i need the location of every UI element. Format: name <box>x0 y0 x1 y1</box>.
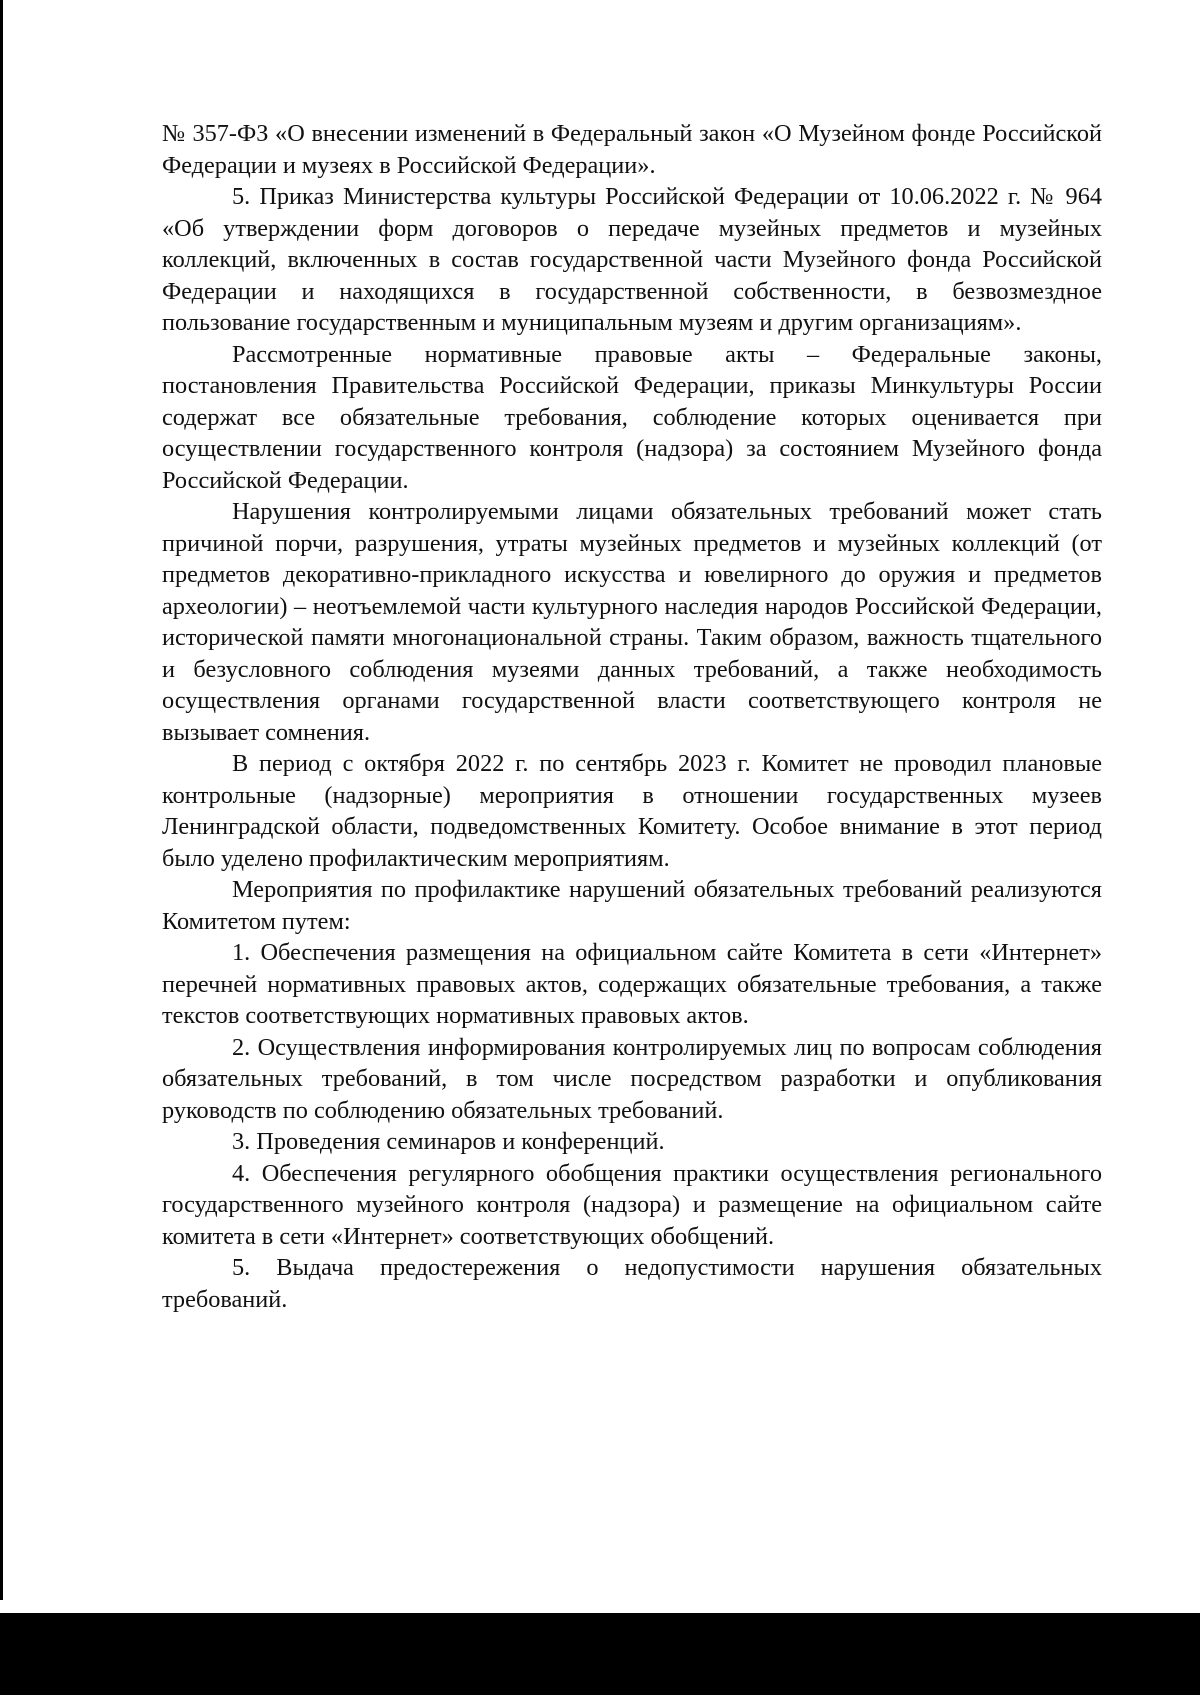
paragraph-prevention-intro: Мероприятия по профилактике нарушений обязательных требований реализуются Комитетом путем: <box>162 876 1102 935</box>
document-body <box>162 118 1102 1315</box>
list-item-4: 4. Обеспечения регулярного обобщения практики осуществления регионального государственного музейного контроля (надзора) и размещение на официальном сайте комитета в сети «Интернет» соответствующих обобщений. <box>162 1159 1102 1250</box>
list-item-1: 1. Обеспечения размещения на официальном сайте Комитета в сети «Интернет» перечней нормативных правовых актов, содержащих обязательные требования, а также текстов соответствующих нормативных правовых актов. <box>162 939 1102 1029</box>
scan-bottom-bar <box>0 1613 1200 1695</box>
paragraph-reviewed-acts: Рассмотренные нормативные правовые акты – Федеральные законы, постановления Правительства Российской Федерации, приказы Минкультуры России содержат все обязательные требования, соблюдение которых оценивается при осуществлении государственного контроля (надзора) за состоянием Музейного фонда Российской Федерации. <box>162 340 1102 494</box>
scan-left-edge <box>0 0 3 1600</box>
paragraph-period: В период с октября 2022 г. по сентябрь 2023 г. Комитет не проводил плановые контрольные (надзорные) мероприятия в отношении государственных музеев Ленинградской области, подведомственных Комитету. Особое внимание в этот период было уделено профилактическим мероприятиям. <box>162 750 1102 872</box>
paragraph-item-5-order: 5. Приказ Министерства культуры Российской Федерации от 10.06.2022 г. № 964 «Об утверждении форм договоров о передаче музейных предметов и музейных коллекций, включенных в состав государственной части Музейного фонда Российской Федерации и находящихся в государственной собственности, в безвозмездное пользование государственным и муниципальным музеям и другим организациям». <box>162 183 1102 336</box>
paragraph-law-continuation: № 357-ФЗ «О внесении изменений в Федеральный закон «О Музейном фонде Российской Федерации и музеях в Российской Федерации». <box>162 120 1102 179</box>
list-item-5: 5. Выдача предостережения о недопустимости нарушения обязательных требований. <box>162 1254 1102 1313</box>
paragraph-violations: Нарушения контролируемыми лицами обязательных требований может стать причиной порчи, разрушения, утраты музейных предметов и музейных коллекций (от предметов декоративно-прикладного искусства и ювелирного до оружия и предметов археологии) – неотъемлемой части культурного наследия народов Российской Федерации, исторической памяти многонациональной страны. Таким образом, важность тщательного и безусловного соблюдения музеями данных требований, а также необходимость осуществления органами государственной власти соответствующего контроля не вызывает сомнения. <box>162 498 1102 746</box>
list-item-2: 2. Осуществления информирования контролируемых лиц по вопросам соблюдения обязательных требований, в том числе посредством разработки и опубликования руководств по соблюдению обязательных требований. <box>162 1033 1102 1124</box>
list-item-3: 3. Проведения семинаров и конференций. <box>232 1128 665 1155</box>
